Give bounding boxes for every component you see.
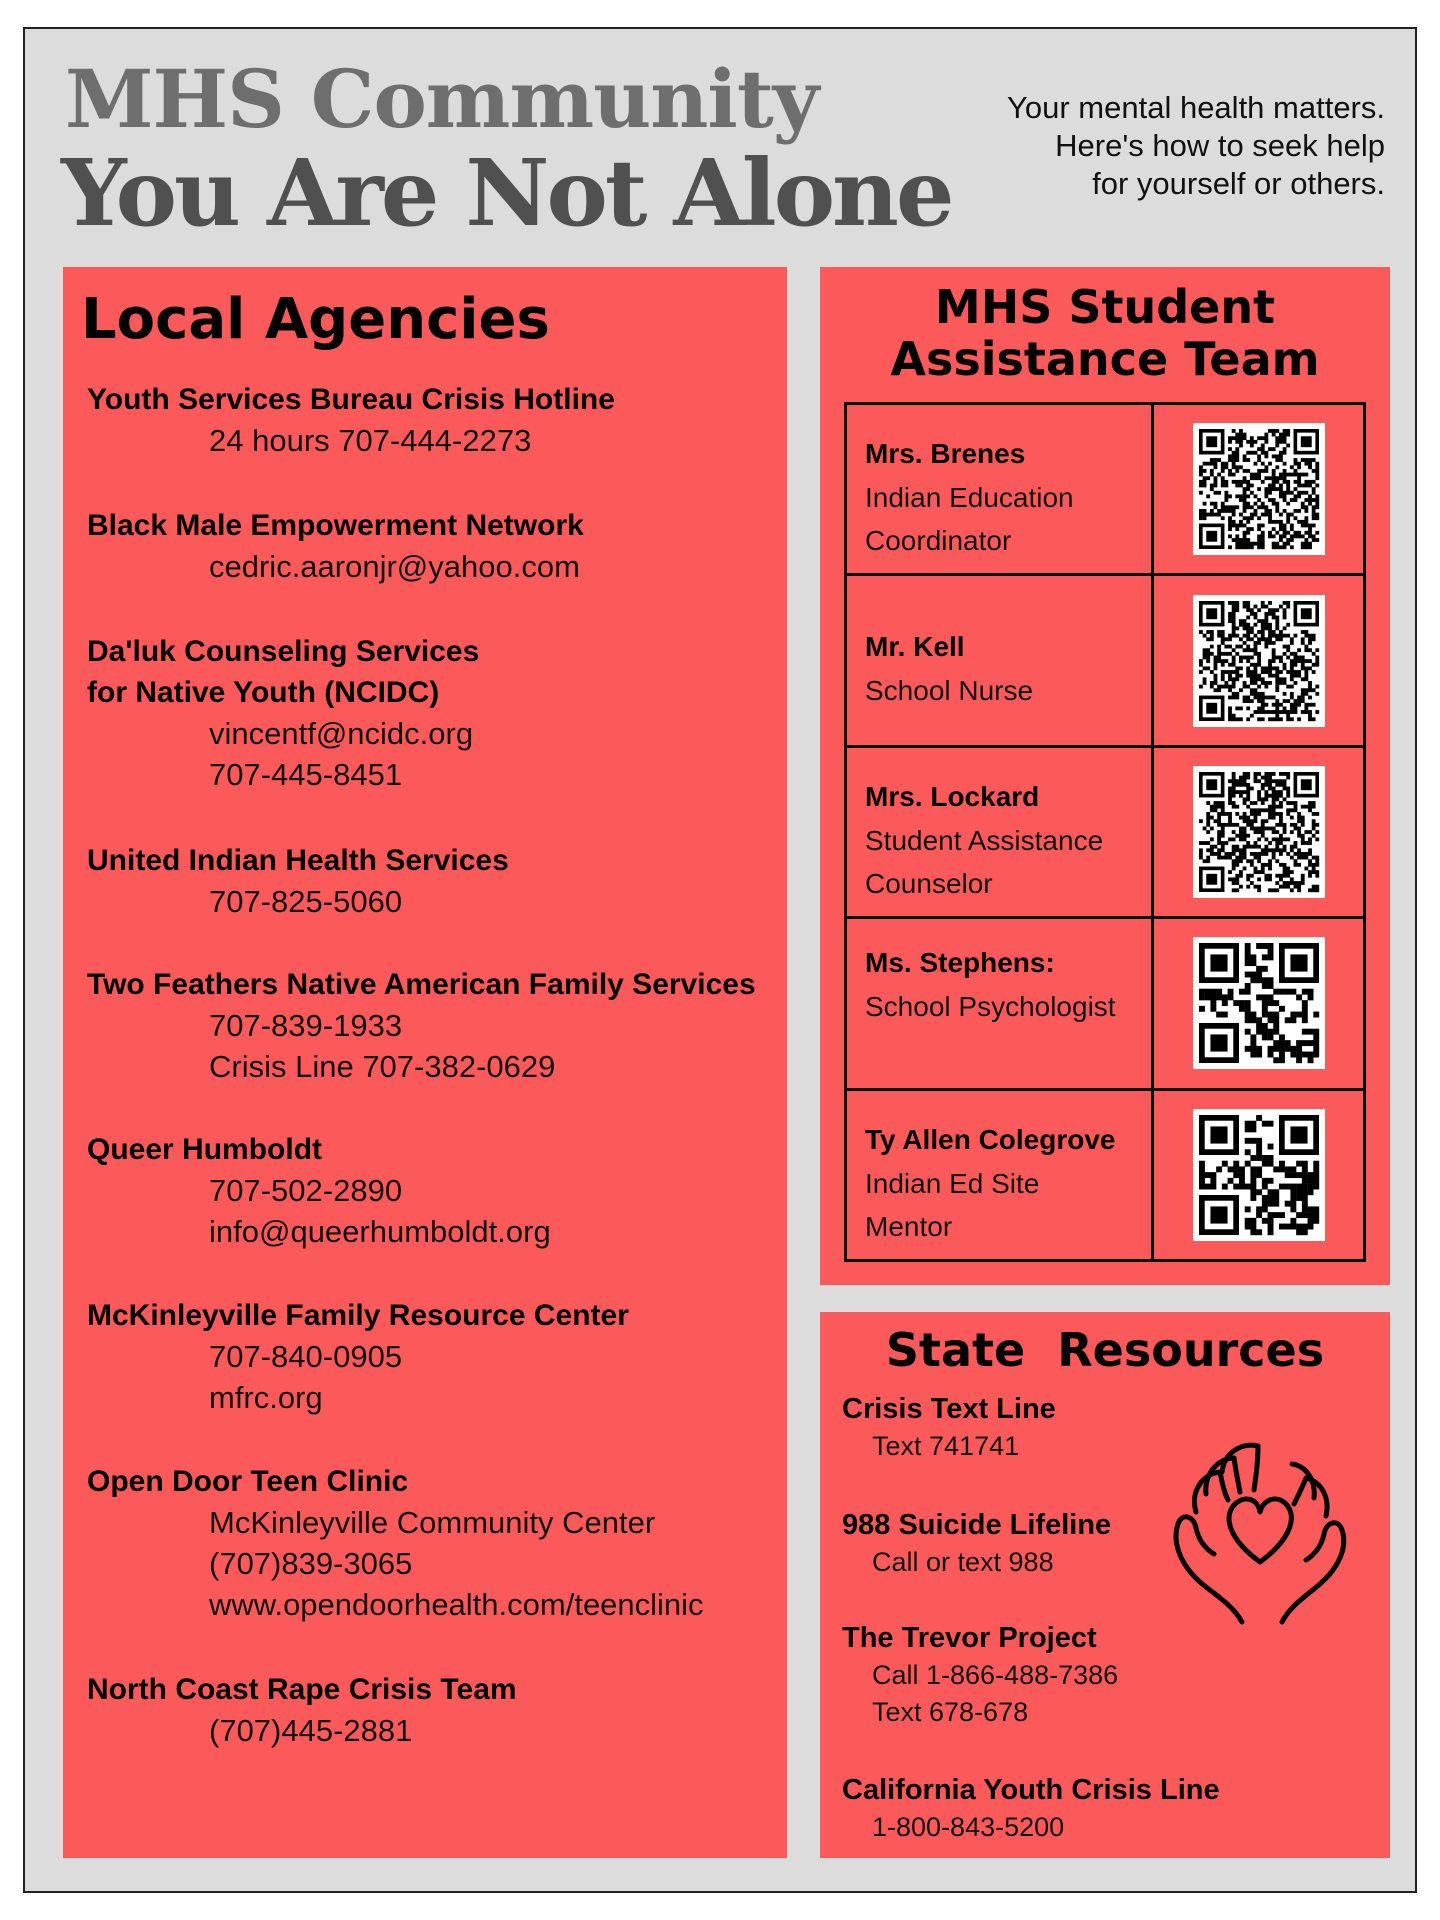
resource-name: 988 Suicide Lifeline	[842, 1509, 1112, 1541]
agency-phone[interactable]: 707-840-0905	[209, 1339, 403, 1374]
agency-phone[interactable]: (707)839-3065	[209, 1546, 413, 1581]
agency-entry	[87, 1669, 777, 1751]
team-member-role: School Psychologist	[865, 991, 1116, 1023]
team-member-role: Student Assistance	[865, 825, 1104, 857]
team-member-row	[847, 748, 1363, 919]
team-heading-line: MHS Student	[934, 280, 1276, 334]
team-member-row	[847, 576, 1363, 747]
agency-name: McKinleyville Family Resource Center	[87, 1299, 629, 1332]
resource-text-number[interactable]: Text 678-678	[872, 1697, 1029, 1727]
title-line-2: You Are Not Alone	[61, 139, 952, 247]
resource-call-text[interactable]: Call or text 988	[872, 1547, 1054, 1577]
resource-text-number[interactable]: Text 741741	[872, 1431, 1020, 1461]
resource-entry	[842, 1771, 1220, 1846]
tagline	[915, 89, 1385, 203]
qr-cell	[1154, 1091, 1363, 1259]
agency-name: Da'luk Counseling Services	[87, 635, 480, 668]
team-member-name: Ms. Stephens:	[865, 947, 1055, 979]
qr-cell	[1154, 748, 1363, 916]
team-member-role: Indian Ed Site	[865, 1167, 1040, 1199]
resource-phone[interactable]: 1-800-843-5200	[872, 1812, 1065, 1842]
agency-phone[interactable]: 707-445-8451	[209, 757, 403, 792]
team-member-name: Ty Allen Colegrove	[865, 1123, 1116, 1155]
team-heading-line: Assistance Team	[890, 332, 1320, 386]
team-member-row	[847, 919, 1363, 1090]
agency-name: Black Male Empowerment Network	[87, 509, 584, 542]
agency-website[interactable]: www.opendoorhealth.com/teenclinic	[209, 1587, 704, 1622]
team-member-role: Coordinator	[865, 525, 1012, 557]
agency-crisis-line[interactable]: Crisis Line 707-382-0629	[209, 1049, 556, 1084]
hands-heart-icon	[1160, 1412, 1360, 1632]
qr-cell	[1154, 576, 1363, 744]
team-member-info	[847, 919, 1154, 1087]
agency-entry	[87, 1461, 777, 1625]
team-member-info	[847, 1091, 1154, 1259]
team-member-info	[847, 748, 1154, 916]
local-agencies-heading: Local Agencies	[81, 287, 550, 352]
agency-phone[interactable]: 707-825-5060	[209, 884, 403, 919]
resource-entry	[842, 1506, 1162, 1581]
resource-name: California Youth Crisis Line	[842, 1774, 1220, 1806]
agency-email[interactable]: cedric.aaronjr@yahoo.com	[209, 549, 580, 584]
team-member-name: Mrs. Brenes	[865, 438, 1026, 470]
state-resources-panel	[820, 1312, 1390, 1858]
tagline-line: Your mental health matters.	[1007, 90, 1385, 125]
team-member-row	[847, 405, 1363, 576]
agency-email[interactable]: info@queerhumboldt.org	[209, 1214, 551, 1249]
resource-name: Crisis Text Line	[842, 1393, 1056, 1425]
team-member-row	[847, 1091, 1363, 1259]
agency-name: Youth Services Bureau Crisis Hotline	[87, 383, 615, 416]
team-member-info	[847, 405, 1154, 573]
qr-code-icon[interactable]	[1193, 1109, 1325, 1241]
agency-entry	[87, 505, 777, 587]
agency-phone[interactable]: 707-502-2890	[209, 1173, 403, 1208]
resource-phone[interactable]: Call 1-866-488-7386	[872, 1660, 1119, 1690]
agency-entry	[87, 1295, 777, 1418]
agency-email[interactable]: vincentf@ncidc.org	[209, 716, 474, 751]
agency-entry	[87, 964, 777, 1087]
agency-entry	[87, 840, 777, 922]
resource-entry	[842, 1619, 1162, 1731]
team-member-role: School Nurse	[865, 675, 1034, 707]
tagline-line: for yourself or others.	[1092, 166, 1385, 201]
agency-phone[interactable]: (707)445-2881	[209, 1713, 413, 1748]
state-resources-heading: State Resources	[885, 1323, 1325, 1377]
student-assistance-team-panel	[820, 267, 1390, 1285]
resource-entry	[842, 1390, 1162, 1465]
agency-name: Open Door Teen Clinic	[87, 1465, 409, 1498]
agency-phone[interactable]: 24 hours 707-444-2273	[209, 423, 532, 458]
agency-entry	[87, 1129, 777, 1252]
qr-code-icon[interactable]	[1193, 766, 1325, 898]
resource-name: The Trevor Project	[842, 1622, 1097, 1654]
team-member-role: Indian Education	[865, 482, 1074, 514]
poster	[23, 27, 1417, 1893]
agency-name: United Indian Health Services	[87, 844, 509, 877]
team-heading	[820, 281, 1390, 385]
local-agencies-panel	[63, 267, 787, 1858]
agency-website[interactable]: mfrc.org	[209, 1380, 323, 1415]
agency-entry	[87, 379, 777, 461]
team-member-name: Mr. Kell	[865, 631, 965, 663]
team-member-role: Mentor	[865, 1210, 953, 1242]
agency-name: Two Feathers Native American Family Services	[87, 968, 756, 1001]
team-member-role: Counselor	[865, 868, 993, 900]
qr-code-icon[interactable]	[1193, 937, 1325, 1069]
team-table	[844, 402, 1366, 1262]
agency-name: for Native Youth (NCIDC)	[87, 676, 440, 709]
agency-entry	[87, 631, 777, 795]
agency-location: McKinleyville Community Center	[209, 1505, 656, 1540]
qr-cell	[1154, 405, 1363, 573]
agency-phone[interactable]: 707-839-1933	[209, 1008, 403, 1043]
qr-code-icon[interactable]	[1193, 423, 1325, 555]
qr-code-icon[interactable]	[1193, 595, 1325, 727]
agency-name: Queer Humboldt	[87, 1133, 323, 1166]
tagline-line: Here's how to seek help	[1055, 128, 1385, 163]
team-member-name: Mrs. Lockard	[865, 781, 1040, 813]
team-member-info	[847, 576, 1154, 744]
title-line-1: MHS Community	[65, 52, 819, 146]
agency-name: North Coast Rape Crisis Team	[87, 1673, 517, 1706]
qr-cell	[1154, 919, 1363, 1087]
